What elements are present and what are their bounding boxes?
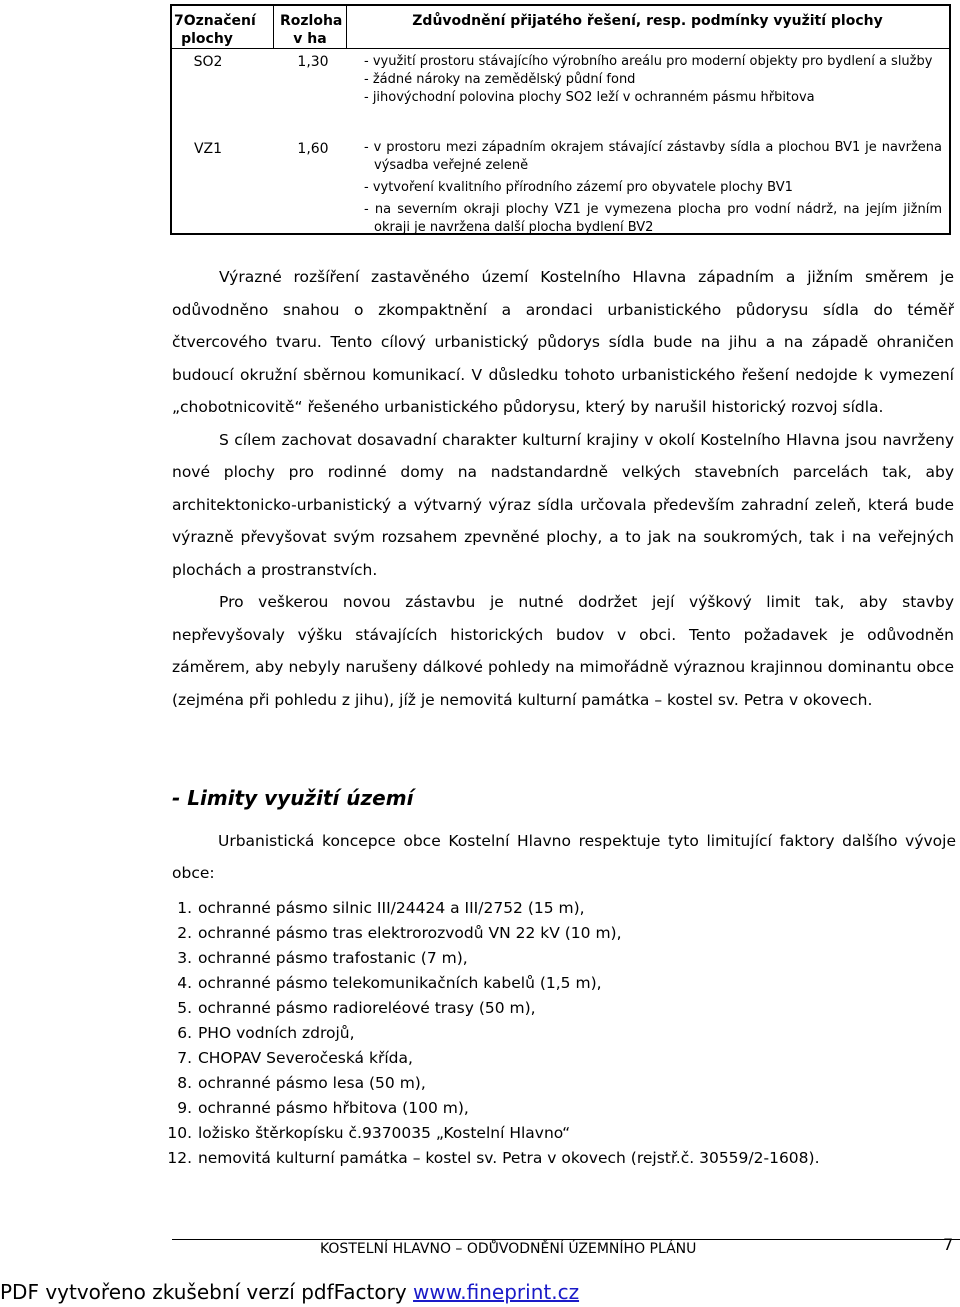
row-code: SO2 (193, 54, 223, 70)
list-number: 1. (177, 899, 192, 917)
header-justification: Zdůvodnění přijatého řešení, resp. podmínky využití plochy (412, 13, 883, 29)
list-number: 6. (177, 1024, 192, 1042)
header-area-line2: v ha (293, 31, 327, 47)
header-designation-line2: plochy (181, 31, 233, 47)
table-list-item: - vytvoření kvalitního přírodního zázemí pro obyvatele plochy BV1 (364, 180, 793, 195)
list-item (160, 946, 820, 971)
table-list-item: - využití prostoru stávajícího výrobního areálu pro moderní objekty pro bydlení a služby (364, 54, 933, 69)
footer-title: KOSTELNÍ HLAVNO – ODŮVODNĚNÍ ÚZEMNÍHO PLÁNU (320, 1241, 697, 1257)
table-list-item: - žádné nároky na zemědělský půdní fond (364, 72, 636, 87)
row-area: 1,30 (297, 54, 329, 70)
body-paragraphs (172, 261, 954, 716)
list-number: 5. (177, 999, 192, 1017)
list-text: ochranné pásmo lesa (50 m), (197, 1074, 426, 1092)
header-divider (172, 48, 949, 49)
page-number: 7 (943, 1235, 954, 1254)
pdf-watermark-text: PDF vytvořeno zkušební verzí pdfFactory (0, 1280, 407, 1304)
limits-list (160, 896, 820, 1171)
row-justification (364, 53, 942, 111)
list-item (160, 971, 820, 996)
fineprint-link[interactable]: www.fineprint.cz (413, 1280, 580, 1304)
column-divider (346, 6, 347, 48)
list-item (160, 1021, 820, 1046)
list-number: 7. (177, 1049, 192, 1067)
list-number: 4. (177, 974, 192, 992)
list-text: ochranné pásmo silnic III/24424 a III/2752 (15 m), (197, 899, 585, 917)
list-item (160, 921, 820, 946)
paragraph: Výrazné rozšíření zastavěného území Kostelního Hlavna západním a jižním směrem je odůvodněno snahou o zkompaktnění a arondaci urbanistického půdorysu sídla do téměř čtvercového tvaru. Tento cílový urbanistický půdorys sídla bude na jihu a na západě ohraničen budoucí okružní sběrnou komunikací. V důsledku tohoto urbanistického řešení nedojde k vymezení „chobotnicovitě“ řešeného urbanistického půdorysu, který by narušil historický rozvoj sídla. (172, 268, 954, 416)
list-number: 12. (167, 1149, 192, 1167)
row-code: VZ1 (193, 141, 223, 157)
requirements-table (170, 4, 951, 235)
list-number: 10. (167, 1124, 192, 1142)
column-divider (273, 6, 274, 48)
list-item (160, 1046, 820, 1071)
list-number: 2. (177, 924, 192, 942)
list-text: ochranné pásmo telekomunikačních kabelů (1,5 m), (197, 974, 602, 992)
table-list-item: - v prostoru mezi západním okrajem stávající zástavby sídla a plochou BV1 je navržena výsadba veřejné zeleně (364, 140, 942, 173)
row-justification (364, 139, 942, 241)
paragraph: S cílem zachovat dosavadní charakter kulturní krajiny v okolí Kostelního Hlavna jsou navrženy nové plochy pro rodinné domy na nadstandardně velkých stavebních parcelách tak, aby architektonicko-urbanistický a výtvarný výraz sídla určovala především zahradní zeleň, která bude výrazně převyšovat svým rozsahem zpevněné plochy, a to jak na soukromých, tak i na veřejných plochách a prostranstvích. (172, 430, 954, 579)
paragraph: Pro veškerou novou zástavbu je nutné dodržet její výškový limit tak, aby stavby nepřevyšovaly výšku stávajících historických budov v obci. Tento požadavek je odůvodněn záměrem, aby nebyly narušeny dálkové pohledy na mimořádně výraznou krajinnou dominantu obce (zejména při pohledu z jihu), jíž je nemovitá kulturní památka – kostel sv. Petra v okovech. (172, 593, 954, 709)
list-text: ochranné pásmo radioreléové trasy (50 m), (197, 999, 536, 1017)
limits-intro-text: Urbanistická koncepce obce Kostelní Hlavno respektuje tyto limitující faktory dalšího vývoje obce: (172, 832, 956, 882)
header-designation-line1: 7Označení (174, 13, 256, 29)
list-item (160, 896, 820, 921)
list-number: 3. (177, 949, 192, 967)
list-item (160, 1146, 820, 1171)
list-text: ochranné pásmo hřbitova (100 m), (197, 1099, 469, 1117)
list-item (160, 1071, 820, 1096)
list-item (160, 1096, 820, 1121)
row-area: 1,60 (297, 141, 329, 157)
list-item (160, 1121, 820, 1146)
list-number: 9. (177, 1099, 192, 1117)
list-text: ochranné pásmo trafostanic (7 m), (197, 949, 468, 967)
header-area-line1: Rozloha (280, 13, 343, 29)
list-text: PHO vodních zdrojů, (197, 1024, 355, 1042)
list-number: 8. (177, 1074, 192, 1092)
section-heading: - Limity využití území (172, 786, 414, 810)
list-text: CHOPAV Severočeská křída, (197, 1049, 413, 1067)
header-designation (174, 12, 256, 48)
table-list-item: - jihovýchodní polovina plochy SO2 leží v ochranném pásmu hřbitova (364, 90, 815, 105)
header-area (280, 12, 343, 48)
list-text: nemovitá kulturní památka – kostel sv. Petra v okovech (rejstř.č. 30559/2-1608). (197, 1149, 820, 1167)
limits-intro (172, 825, 956, 889)
list-text: ložisko štěrkopísku č.9370035 „Kostelní Hlavno“ (197, 1124, 571, 1142)
list-text: ochranné pásmo tras elektrorozvodů VN 22 kV (10 m), (197, 924, 622, 942)
list-item (160, 996, 820, 1021)
table-list-item: - na severním okraji plochy VZ1 je vymezena plocha pro vodní nádrž, na jejím jižním okraji je navržena další plocha bydlení BV2 (364, 202, 942, 235)
footer-rule (172, 1239, 960, 1240)
pdf-watermark (0, 1280, 579, 1304)
